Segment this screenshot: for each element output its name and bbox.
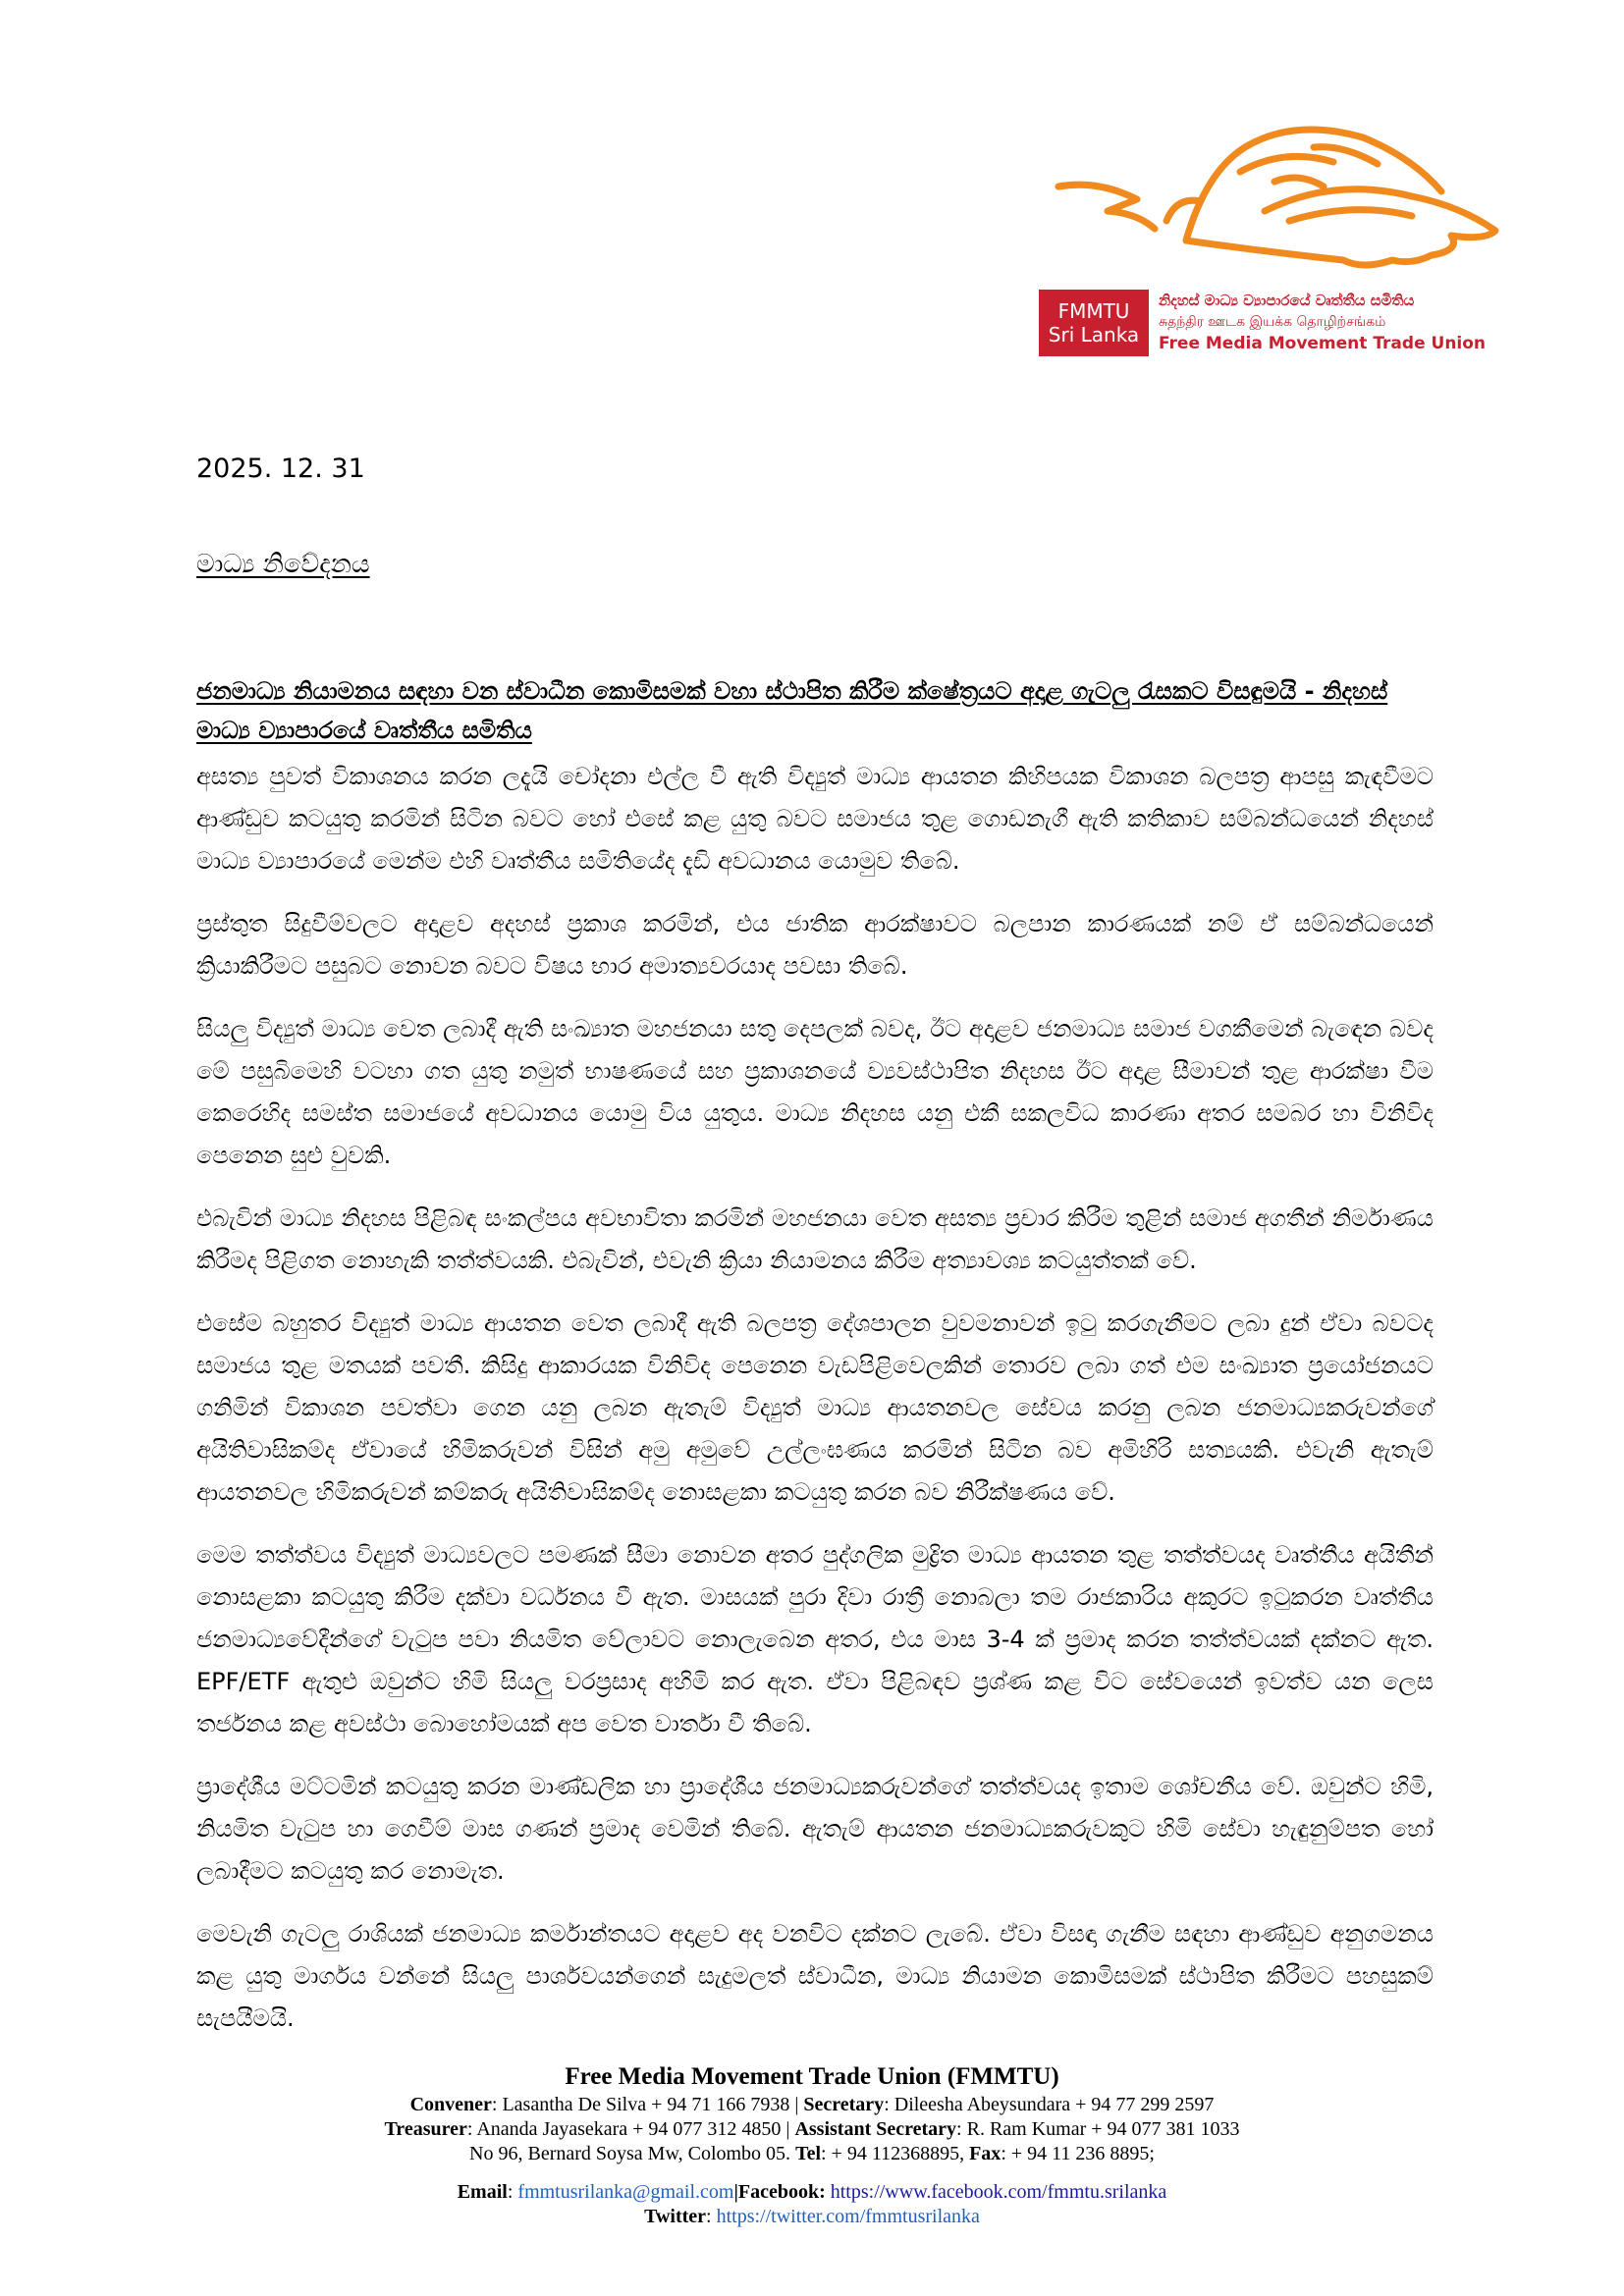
badge-line1: FMMTU	[1057, 299, 1130, 323]
assistant-secretary-value: : R. Ram Kumar + 94 077 381 1033	[956, 2118, 1240, 2140]
document-type-title: මාධ්‍ය නිවේදනය	[196, 550, 370, 579]
facebook-label: |Facebook:	[733, 2181, 826, 2203]
footer-address-line	[0, 2142, 1624, 2166]
treasurer-value: : Ananda Jayasekara + 94 077 312 4850 |	[466, 2118, 795, 2140]
footer-contact-line: Email: fmmtusrilanka@gmail.com|Facebook: https://www.facebook.com/fmmtu.srilanka	[457, 2181, 1167, 2203]
footer-twitter-line: Twitter: https://twitter.com/fmmtusrilanka	[644, 2206, 980, 2227]
treasurer-label: Treasurer	[384, 2118, 467, 2140]
paragraph: සියලු විද්‍යුත් මාධ්‍ය වෙත ලබාදී ඇති සංඛ්‍යාත මහජනයා සතු දෙපලක් බවද, ඊට අදාළව ජනමාධ්‍ය සමාජ වගකීමෙන් බැඳෙන බවද මේ පසුබිමෙහි වටහා ගත යුතු නමුත් භාෂණයේ සහ ප්‍රකාශනයේ ව්‍යවස්ථාපිත නිදහස ඊට අදාළ සීමාවන් තුළ ආරක්ෂා වීම කෙරෙහිද සමස්ත සමාජයේ අවධානය යොමු විය යුතුය. මාධ්‍ය නිදහස යනු එකී සකලවිධ කාරණා අතර සමබර හා විනිවිද පෙනෙන සුළු වුවකි.	[196, 1015, 1434, 1169]
twitter-link[interactable]: https://twitter.com/fmmtusrilanka	[711, 2206, 980, 2227]
footer	[0, 2061, 1624, 2229]
paragraph: ප්‍රස්තුත සිදුවීම්වලට අදාළව අදහස් ප්‍රකාශ කරමින්, එය ජාතික ආරක්ෂාවට බලපාන කාරණයක් නම් ඒ සම්බන්ධයෙන් ක්‍රියාකිරීමට පසුබට නොවන බවට විෂය භාර අමාත්‍යවරයාද පවසා තිබේ.	[196, 910, 1434, 980]
email-link[interactable]: fmmtusrilanka@gmail.com	[517, 2181, 734, 2203]
paragraph: ප්‍රාදේශීය මට්ටමින් කටයුතු කරන මාණ්ඩලික හා ප්‍රාදේශීය ජනමාධ්‍යකරුවන්ගේ තත්ත්වයද ඉතාම ශෝචනීය වේ. ඔවුන්ට හිමි, නියමිත වැටුප හා ගෙවීම් මාස ගණන් ප්‍රමාද වෙමින් තිබේ. ඇතැම් ආයතන ජනමාධ්‍යකරුවකුට හිමි සේවා හැඳුනුම්පත හෝ ලබාදීමට කටයුතු කර නොමැත.	[196, 1773, 1434, 1885]
logo-names	[1159, 290, 1486, 354]
fmmtu-badge	[1039, 290, 1149, 356]
footer-officers-line1	[0, 2093, 1624, 2117]
fax-label: Fax	[969, 2143, 1001, 2164]
footer-officers-line2	[0, 2117, 1624, 2142]
document-date: 2025. 12. 31	[196, 454, 365, 484]
paragraph: මෙම තත්ත්වය විද්‍යුත් මාධ්‍යවලට පමණක් සීමා නොවන අතර පුද්ගලික මුද්‍රිත මාධ්‍ය ආයතන තුළ තත්ත්වයද වෘත්තීය අයිතීන් නොසළකා කටයුතු කිරීම දක්වා වර්ධනය වී ඇත. මාසයක් පුරා දිවා රාත්‍රී නොබලා තම රාජකාරිය අකුරට ඉටුකරන වෘත්තීය ජනමාධ්‍යවේදීන්ගේ වැටුප පවා නියමිත වේලාවට නොලැබෙන අතර, එය මාස 3-4 ක් ප්‍රමාද කරන තත්ත්වයක් දක්නට ඇත. EPF/ETF ඇතුළු ඔවුන්ට හිමි සියලු වරප්‍රසාද අහිමි කර ඇත. ඒවා පිළිබඳව ප්‍රශ්ණ කළ විට සේවයෙන් ඉවත්ව යන ලෙස තර්ජනය කළ අවස්ථා බොහෝමයක් අප වෙත වාර්තා වී තිබේ.	[196, 1541, 1434, 1737]
paragraph: අසත්‍ය පුවත් විකාශනය කරන ලදැයි චෝදනා එල්ල වී ඇති විද්‍යුත් මාධ්‍ය ආයතන කිහිපයක විකාශන බලපත්‍ර ආපසු කැඳවීමට ආණ්ඩුව කටයුතු කරමින් සිටින බවට හෝ එසේ කළ යුතු බවට සමාජය තුළ ගොඩනැගී ඇති කතිකාව සම්බන්ධයෙන් නිදහස් මාධ්‍ය ව්‍යාපාරයේ මෙන්ම එහි වෘත්තීය සමිතියේද දැඩි අවධානය යොමුව තිබේ.	[196, 763, 1434, 875]
logo-name-tamil: சுதந்திர ஊடக இயக்க தொழிற்சங்கம்	[1159, 314, 1386, 330]
logo-name-sinhala: නිදහස් මාධ්‍ය ව්‍යාපාරයේ වෘත්තීය සමිතිය	[1159, 292, 1415, 309]
fax-value: : + 94 11 236 8895;	[1001, 2143, 1155, 2164]
headline: ජනමාධ්‍ය නියාමනය සඳහා වන ස්වාධීන කොමිසමක් වහා ස්ථාපිත කිරීම ක්ෂේත්‍රයට අදාළ ගැටලු රැසකට විසඳුමයි - නිදහස් මාධ්‍ය ව්‍යාපාරයේ වෘත්තීය සමිතිය	[196, 677, 1388, 744]
fmmtu-logo	[1039, 103, 1515, 363]
convener-label: Convener	[409, 2094, 492, 2115]
logo-name-english: Free Media Movement Trade Union	[1159, 334, 1487, 353]
convener-value: : Lasantha De Silva + 94 71 166 7938 |	[491, 2094, 804, 2115]
paragraph: එබැවින් මාධ්‍ය නිදහස පිළිබඳ සංකල්පය අවභාවිතා කරමින් මහජනයා වෙත අසත්‍ය ප්‍රචාර කිරීම තුළින් සමාජ අගතීන් නිර්මාණය කිරීමද පිළිගත නොහැකි තත්ත්වයකි. එබැවින්, එවැනි ක්‍රියා නියාමනය කිරීම අත්‍යාවශ්‍ය කටයුත්තක් වේ.	[196, 1204, 1434, 1274]
assistant-secretary-label: Assistant Secretary	[794, 2118, 957, 2140]
email-label: Email	[457, 2181, 508, 2203]
badge-line2: Sri Lanka	[1048, 323, 1140, 347]
bird-logo-icon	[1039, 103, 1515, 290]
paragraph: මෙවැනි ගැටලු රාශියක් ජනමාධ්‍ය කර්මාන්තයට අදාළව අද වනවිට දක්නට ලැබේ. ඒවා විසඳා ගැනීම සඳහා ආණ්ඩුව අනුගමනය කළ යුතු මාර්ගය වන්නේ සියලු පාර්ශවයන්ගෙන් සැදුමලත් ස්වාධීන, මාධ්‍ය නියාමන කොමිසමක් ස්ථාපිත කිරීමට පහසුකම් සැපයීමයි.	[196, 1920, 1434, 2032]
footer-org-name: Free Media Movement Trade Union (FMMTU)	[565, 2063, 1059, 2090]
secretary-value: : Dileesha Abeysundara + 94 77 299 2597	[884, 2094, 1215, 2115]
address: No 96, Bernard Soysa Mw, Colombo 05.	[469, 2143, 796, 2164]
twitter-label: Twitter	[644, 2206, 707, 2227]
tel-label: Tel	[795, 2143, 821, 2164]
tel-value: : + 94 112368895,	[821, 2143, 970, 2164]
body-text	[196, 756, 1434, 2060]
paragraph: එසේම බහුතර විද්‍යුත් මාධ්‍ය ආයතන වෙත ලබාදී ඇති බලපත්‍ර දේශපාලන වුවමනාවන් ඉටු කරගැනීමට ලබා දුන් ඒවා බවටද සමාජය තුළ මතයක් පවතී. කිසිදු ආකාරයක විනිවිද පෙනෙන වැඩපිළිවෙලකින් තොරව ලබා ගත් එම සංඛ්‍යාත ප්‍රයෝජනයට ගනිමින් විකාශන පවත්වා ගෙන යනු ලබන ඇතැම් විද්‍යුත් මාධ්‍ය ආයතනවල සේවය කරනු ලබන ජනමාධ්‍යකරුවන්ගේ අයිතිවාසිකම්ද ඒවායේ හිමිකරුවන් විසින් අමු අමුවේ උල්ලංඝණය කරමින් සිටින බව අමිහිරි සත්‍යයකි. එවැනි ඇතැම් ආයතනවල හිමිකරුවන් කම්කරු අයිතිවාසිකම්ද නොසළකා කටයුතු කරන බව නිරීක්ෂණය වේ.	[196, 1309, 1434, 1506]
facebook-link[interactable]: https://www.facebook.com/fmmtu.srilanka	[830, 2181, 1167, 2203]
secretary-label: Secretary	[803, 2094, 885, 2115]
